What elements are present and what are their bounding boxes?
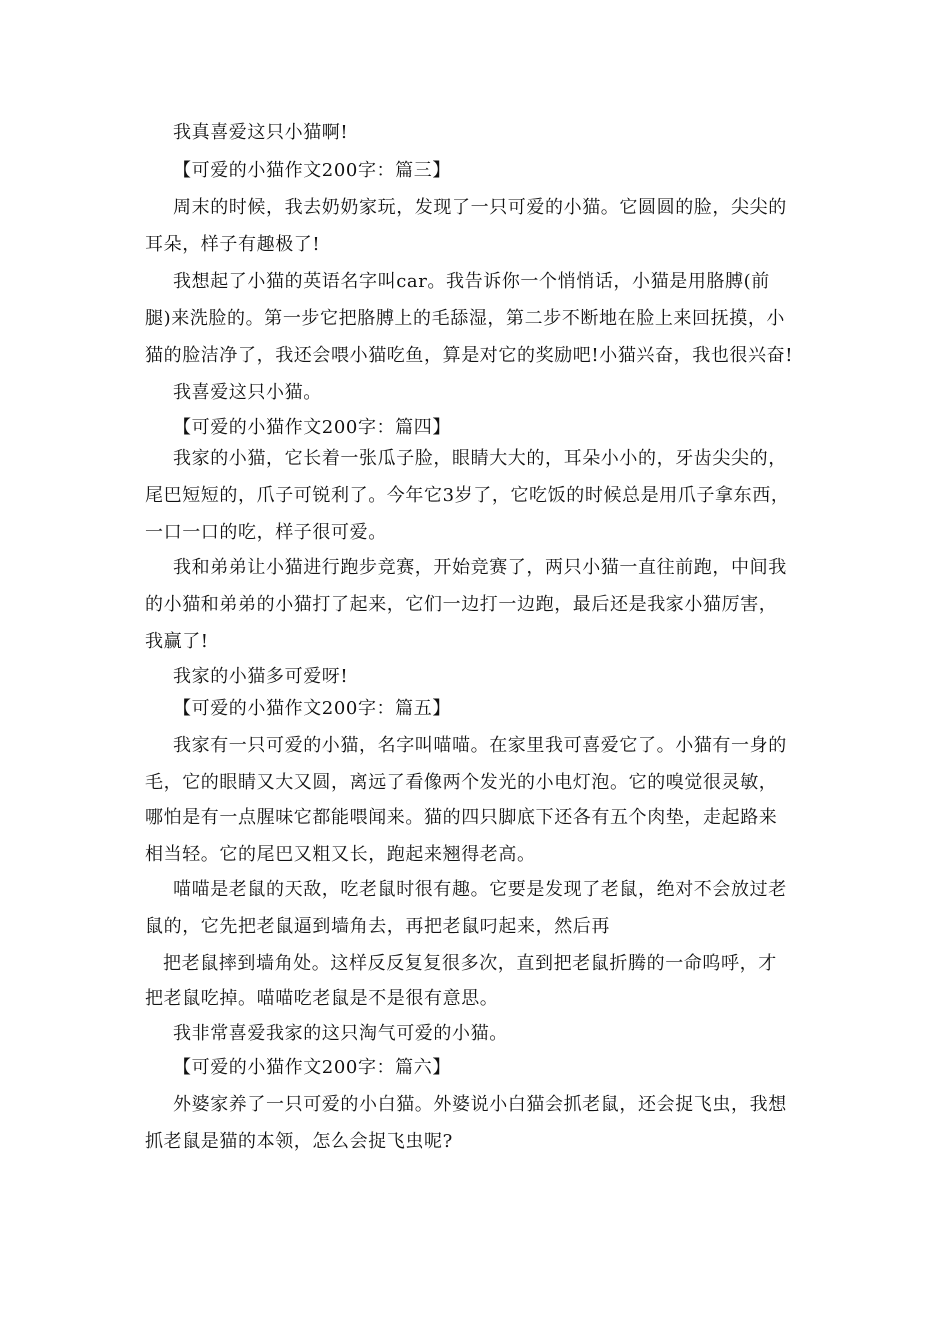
paragraph-line: 猫的脸洁净了，我还会喂小猫吃鱼，算是对它的奖励吧!小猫兴奋，我也很兴奋! xyxy=(145,345,794,366)
paragraph-line: 我想起了小猫的英语名字叫car。我告诉你一个悄悄话，小猫是用胳膊(前 xyxy=(173,271,770,292)
paragraph-line: 我家有一只可爱的小猫，名字叫喵喵。在家里我可喜爱它了。小猫有一身的 xyxy=(173,735,787,756)
paragraph-line: 尾巴短短的，爪子可锐利了。今年它3岁了，它吃饭的时候总是用爪子拿东西， xyxy=(145,485,790,506)
section-heading: 【可爱的小猫作文200字：篇五】 xyxy=(173,698,451,719)
paragraph-line: 我家的小猫，它长着一张瓜子脸，眼睛大大的，耳朵小小的，牙齿尖尖的， xyxy=(173,448,787,469)
paragraph-line: 把老鼠摔到墙角处。这样反反复复很多次，直到把老鼠折腾的一命呜呼，才 xyxy=(163,953,777,974)
section-heading: 【可爱的小猫作文200字：篇三】 xyxy=(173,160,451,181)
paragraph-line: 我真喜爱这只小猫啊! xyxy=(173,122,349,143)
paragraph-line: 抓老鼠是猫的本领，怎么会捉飞虫呢? xyxy=(145,1131,453,1152)
paragraph-line: 我喜爱这只小猫。 xyxy=(173,382,322,403)
paragraph-line: 喵喵是老鼠的天敌，吃老鼠时很有趣。它要是发现了老鼠，绝对不会放过老 xyxy=(173,879,787,900)
paragraph-line: 周末的时候，我去奶奶家玩，发现了一只可爱的小猫。它圆圆的脸，尖尖的 xyxy=(173,197,787,218)
paragraph-line: 相当轻。它的尾巴又粗又长，跑起来翘得老高。 xyxy=(145,844,536,865)
paragraph-line: 我和弟弟让小猫进行跑步竞赛，开始竞赛了，两只小猫一直往前跑，中间我 xyxy=(173,557,787,578)
paragraph-line: 毛，它的眼睛又大又圆，离远了看像两个发光的小电灯泡。它的嗅觉很灵敏， xyxy=(145,772,778,793)
section-heading: 【可爱的小猫作文200字：篇六】 xyxy=(173,1057,451,1078)
paragraph-line: 我非常喜爱我家的这只淘气可爱的小猫。 xyxy=(173,1023,508,1044)
paragraph-line: 的小猫和弟弟的小猫打了起来，它们一边打一边跑，最后还是我家小猫厉害， xyxy=(145,594,778,615)
paragraph-line: 外婆家养了一只可爱的小白猫。外婆说小白猫会抓老鼠，还会捉飞虫，我想 xyxy=(173,1094,787,1115)
paragraph-line: 把老鼠吃掉。喵喵吃老鼠是不是很有意思。 xyxy=(145,988,499,1009)
paragraph-line: 腿)来洗脸的。第一步它把胳膊上的毛舔湿，第二步不断地在脸上来回抚摸，小 xyxy=(145,308,786,329)
paragraph-line: 哪怕是有一点腥味它都能喂闻来。猫的四只脚底下还各有五个肉垫，走起路来 xyxy=(145,807,778,828)
paragraph-line: 我家的小猫多可爱呀! xyxy=(173,666,349,687)
paragraph-line: 一口一口的吃，样子很可爱。 xyxy=(145,522,387,543)
paragraph-line: 鼠的，它先把老鼠逼到墙角去，再把老鼠叼起来，然后再 xyxy=(145,916,610,937)
section-heading: 【可爱的小猫作文200字：篇四】 xyxy=(173,417,451,438)
paragraph-line: 耳朵，样子有趣极了! xyxy=(145,234,321,255)
paragraph-line: 我赢了! xyxy=(145,631,209,652)
